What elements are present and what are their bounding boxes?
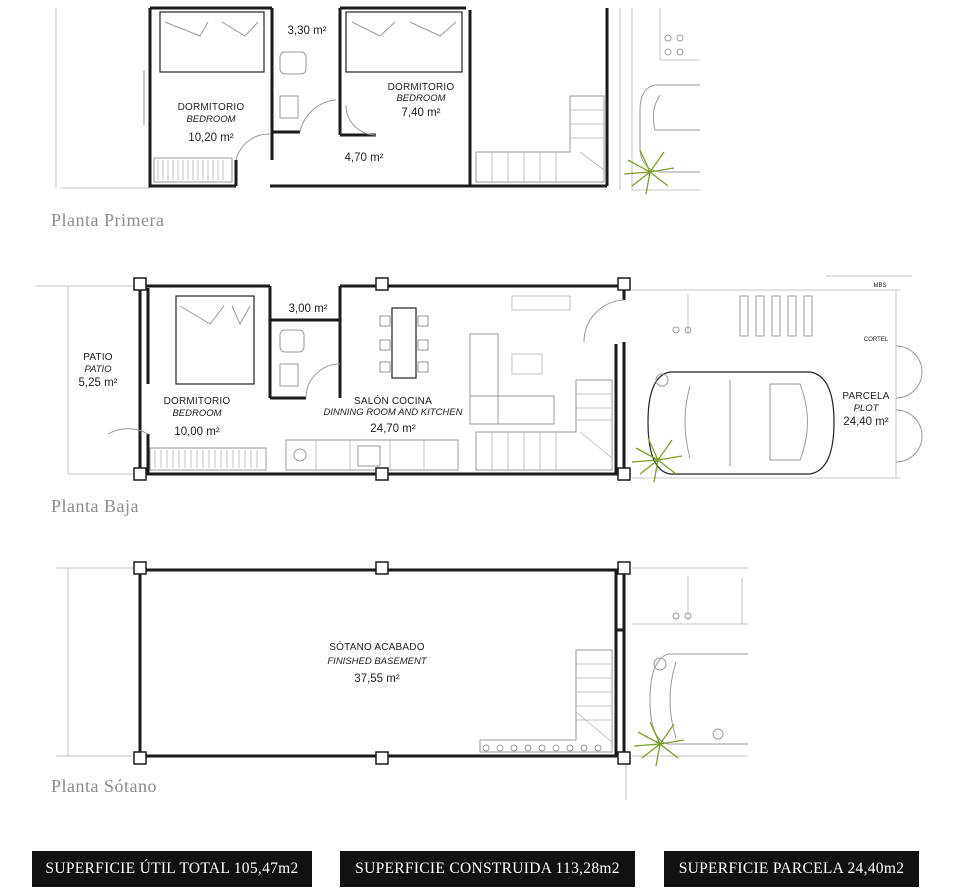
ground-floor-title: Planta Baja	[51, 496, 139, 516]
svg-text:CORTEL: CORTEL	[863, 337, 889, 343]
car-icon	[648, 372, 834, 474]
first-bed1-area: 10,20 m²	[188, 132, 234, 144]
first-floor-title: Planta Primera	[51, 210, 165, 230]
first-hall-area: 4,70 m²	[344, 152, 384, 164]
svg-text:MBS: MBS	[873, 283, 887, 289]
ground-patio-name: PATIO	[83, 352, 113, 363]
built-area-badge: SUPERFICIE CONSTRUIDA 113,28m2	[340, 851, 635, 887]
ground-bed-name: DORMITORIO	[163, 396, 231, 407]
basement-plan	[56, 562, 748, 800]
ground-living-area: 24,70 m²	[370, 423, 416, 435]
ground-bed-en: BEDROOM	[172, 408, 222, 419]
ground-plot-area: 24,40 m²	[843, 416, 889, 428]
first-bed1-name: DORMITORIO	[177, 102, 245, 113]
first-bed1-en: BEDROOM	[186, 114, 236, 125]
ground-patio-en: PATIO	[84, 364, 112, 375]
basement-area: 37,55 m²	[354, 673, 400, 685]
first-bed2-name: DORMITORIO	[387, 82, 455, 93]
useful-area-badge: SUPERFICIE ÚTIL TOTAL 105,47m2	[32, 851, 312, 887]
first-bath-area: 3,30 m²	[287, 25, 327, 37]
first-bed2-en: BEDROOM	[396, 93, 446, 104]
ground-bed-area: 10,00 m²	[174, 426, 220, 438]
ground-plot-name: PARCELA	[842, 391, 890, 402]
ground-living-en: DINNING ROOM AND KITCHEN	[323, 407, 463, 418]
plant-icon	[632, 438, 682, 482]
basement-name: SÓTANO ACABADO	[329, 642, 425, 653]
ground-living-name: SALÓN COCINA	[354, 396, 432, 407]
ground-bath-area: 3,00 m²	[288, 303, 328, 315]
plot-area-badge: SUPERFICIE PARCELA 24,40m2	[664, 851, 919, 887]
first-floor-plan	[56, 8, 700, 194]
ground-floor-plan	[36, 276, 922, 482]
basement-floor-title: Planta Sótano	[51, 776, 157, 796]
first-bed2-area: 7,40 m²	[401, 107, 441, 119]
ground-patio-area: 5,25 m²	[78, 377, 118, 389]
basement-en: FINISHED BASEMENT	[327, 656, 427, 667]
ground-plot-en: PLOT	[853, 403, 879, 414]
